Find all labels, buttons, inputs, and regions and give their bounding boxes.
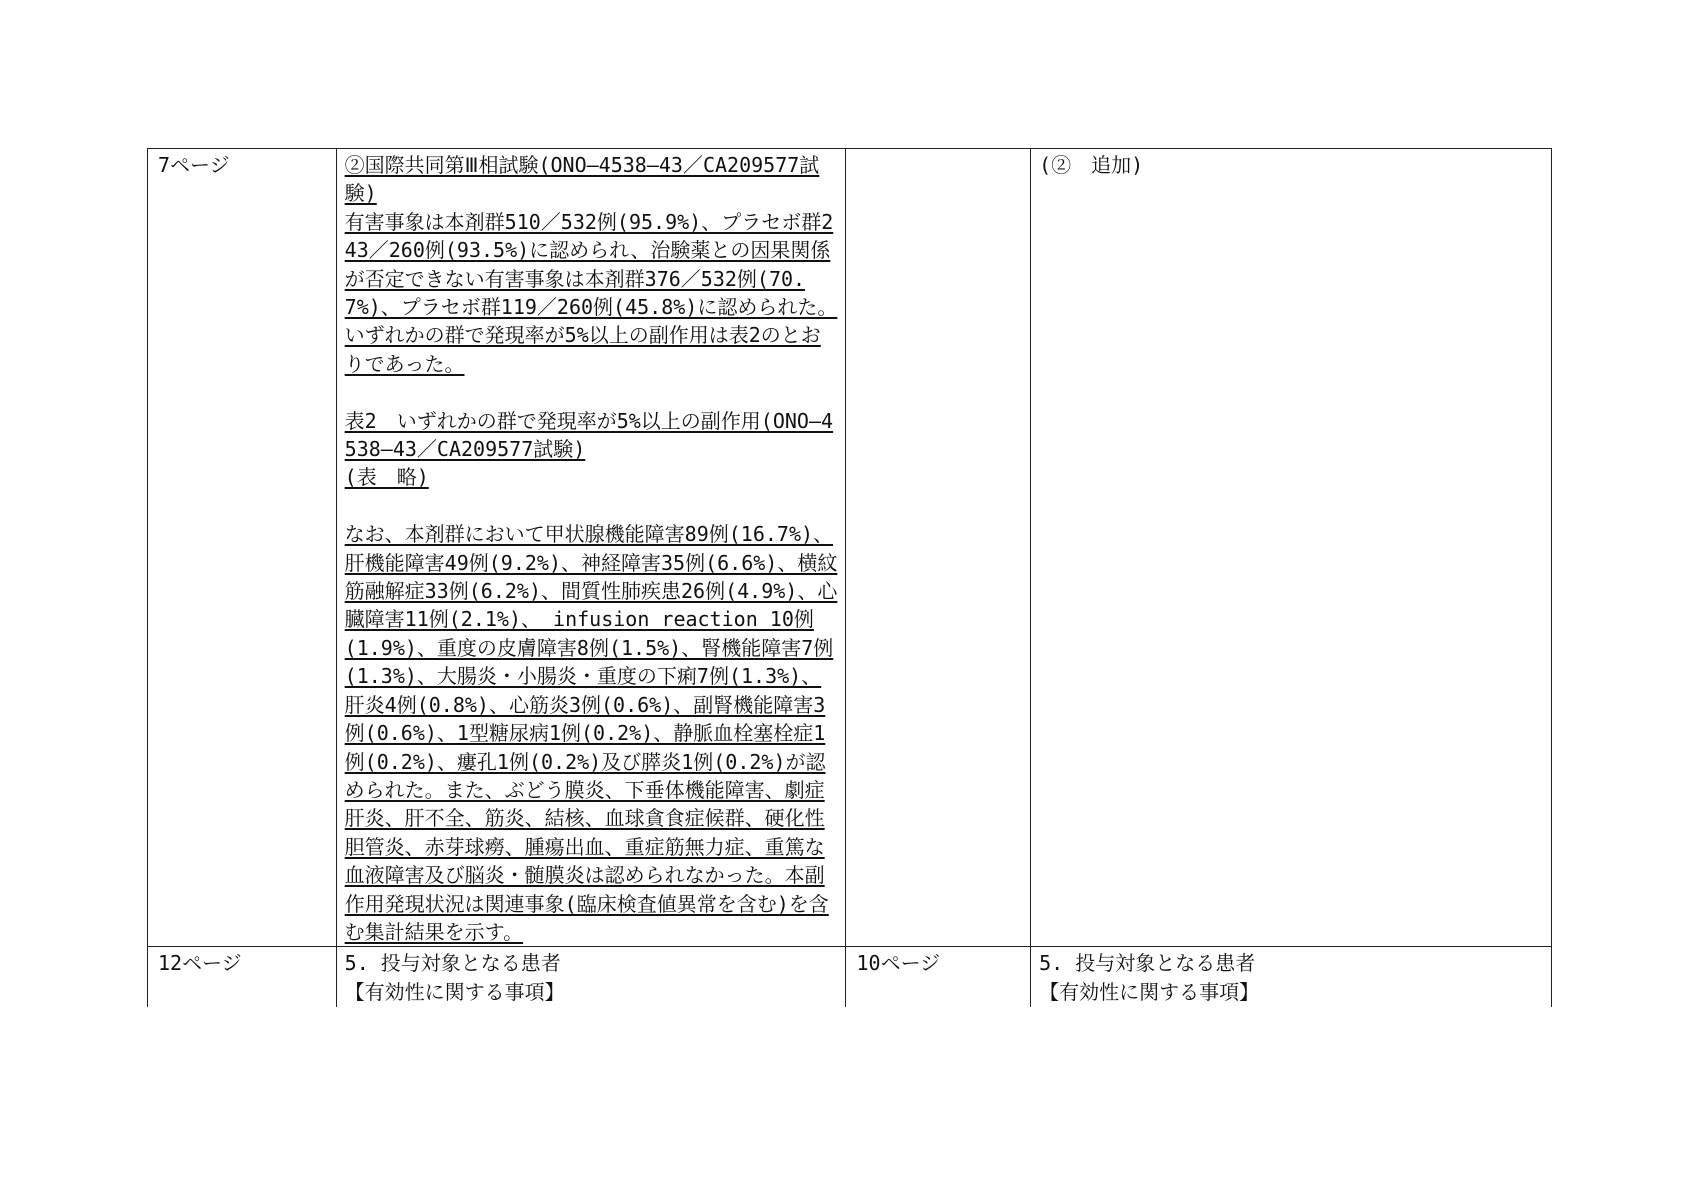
section-subtitle: 【有効性に関する事項】 [1039,979,1260,1004]
section-title: 5. 投与対象となる患者 [344,951,561,976]
adverse-events-paragraph: 有害事象は本剤群510／532例(95.9%)、プラセボ群243／260例(93.5%)に認められ、治験薬との因果関係が否定できない有害事象は本剤群376／532例(70.7%)、プラセボ群119／260例(45.8%)に認められた。いずれかの群で発現率が5%以上の副作用は表2のとおりであった。 [344,209,838,376]
table-row [148,947,1552,1008]
table-caption: 表2 いずれかの群で発現率が5%以上の副作用(ONO―4538―43／CA209577試験) [344,408,834,462]
old-page-label: 7ページ [158,153,230,177]
table-row [148,149,1552,947]
new-text-cell [1031,149,1552,947]
comparison-table [147,148,1552,1007]
section-title: 5. 投与対象となる患者 [1039,951,1256,976]
table-omitted-note: (表 略) [344,465,429,490]
old-page-cell [148,149,337,947]
spacer [345,492,838,520]
section-heading: ②国際共同第Ⅲ相試験(ONO―4538―43／CA209577試験) [344,153,820,206]
spacer [345,378,838,406]
new-page-cell [846,947,1031,1008]
old-page-label: 12ページ [158,951,242,976]
new-page-label: 10ページ [856,951,941,976]
addition-note: (② 追加) [1039,153,1144,177]
old-text-cell [336,149,846,947]
old-page-cell [148,947,337,1008]
new-text-cell [1031,947,1552,1008]
new-page-cell [846,149,1031,947]
section-subtitle: 【有効性に関する事項】 [344,979,565,1004]
side-effects-paragraph: なお、本剤群において甲状腺機能障害89例(16.7%)、肝機能障害49例(9.2%)、神経障害35例(6.6%)、横紋筋融解症33例(6.2%)、間質性肺疾患26例(4.9%)、心臓障害11例(2.1%)、 infusion reaction 10例(1.9%)、重度の皮膚障害8例(1.5%)、腎機能障害7例(1.3%)、大腸炎・小腸炎・重度の下痢7例(1.3%)、肝炎4例(0.8%)、心筋炎3例(0.6%)、副腎機能障害3例(0.6%)、1型糖尿病1例(0.2%)、静脈血栓塞栓症1例(0.2%)、瘻孔1例(0.2%)及び膵炎1例(0.2%)が認められた。また、ぶどう膜炎、下垂体機能障害、劇症肝炎、肝不全、筋炎、結核、血球貪食症候群、硬化性胆管炎、赤芽球癆、腫瘍出血、重症筋無力症、重篤な血液障害及び脳炎・髄膜炎は認められなかった。本副作用発現状況は関連事象(臨床検査値異常を含む)を含む集計結果を示す。 [344,522,838,944]
old-text-cell [336,947,846,1008]
